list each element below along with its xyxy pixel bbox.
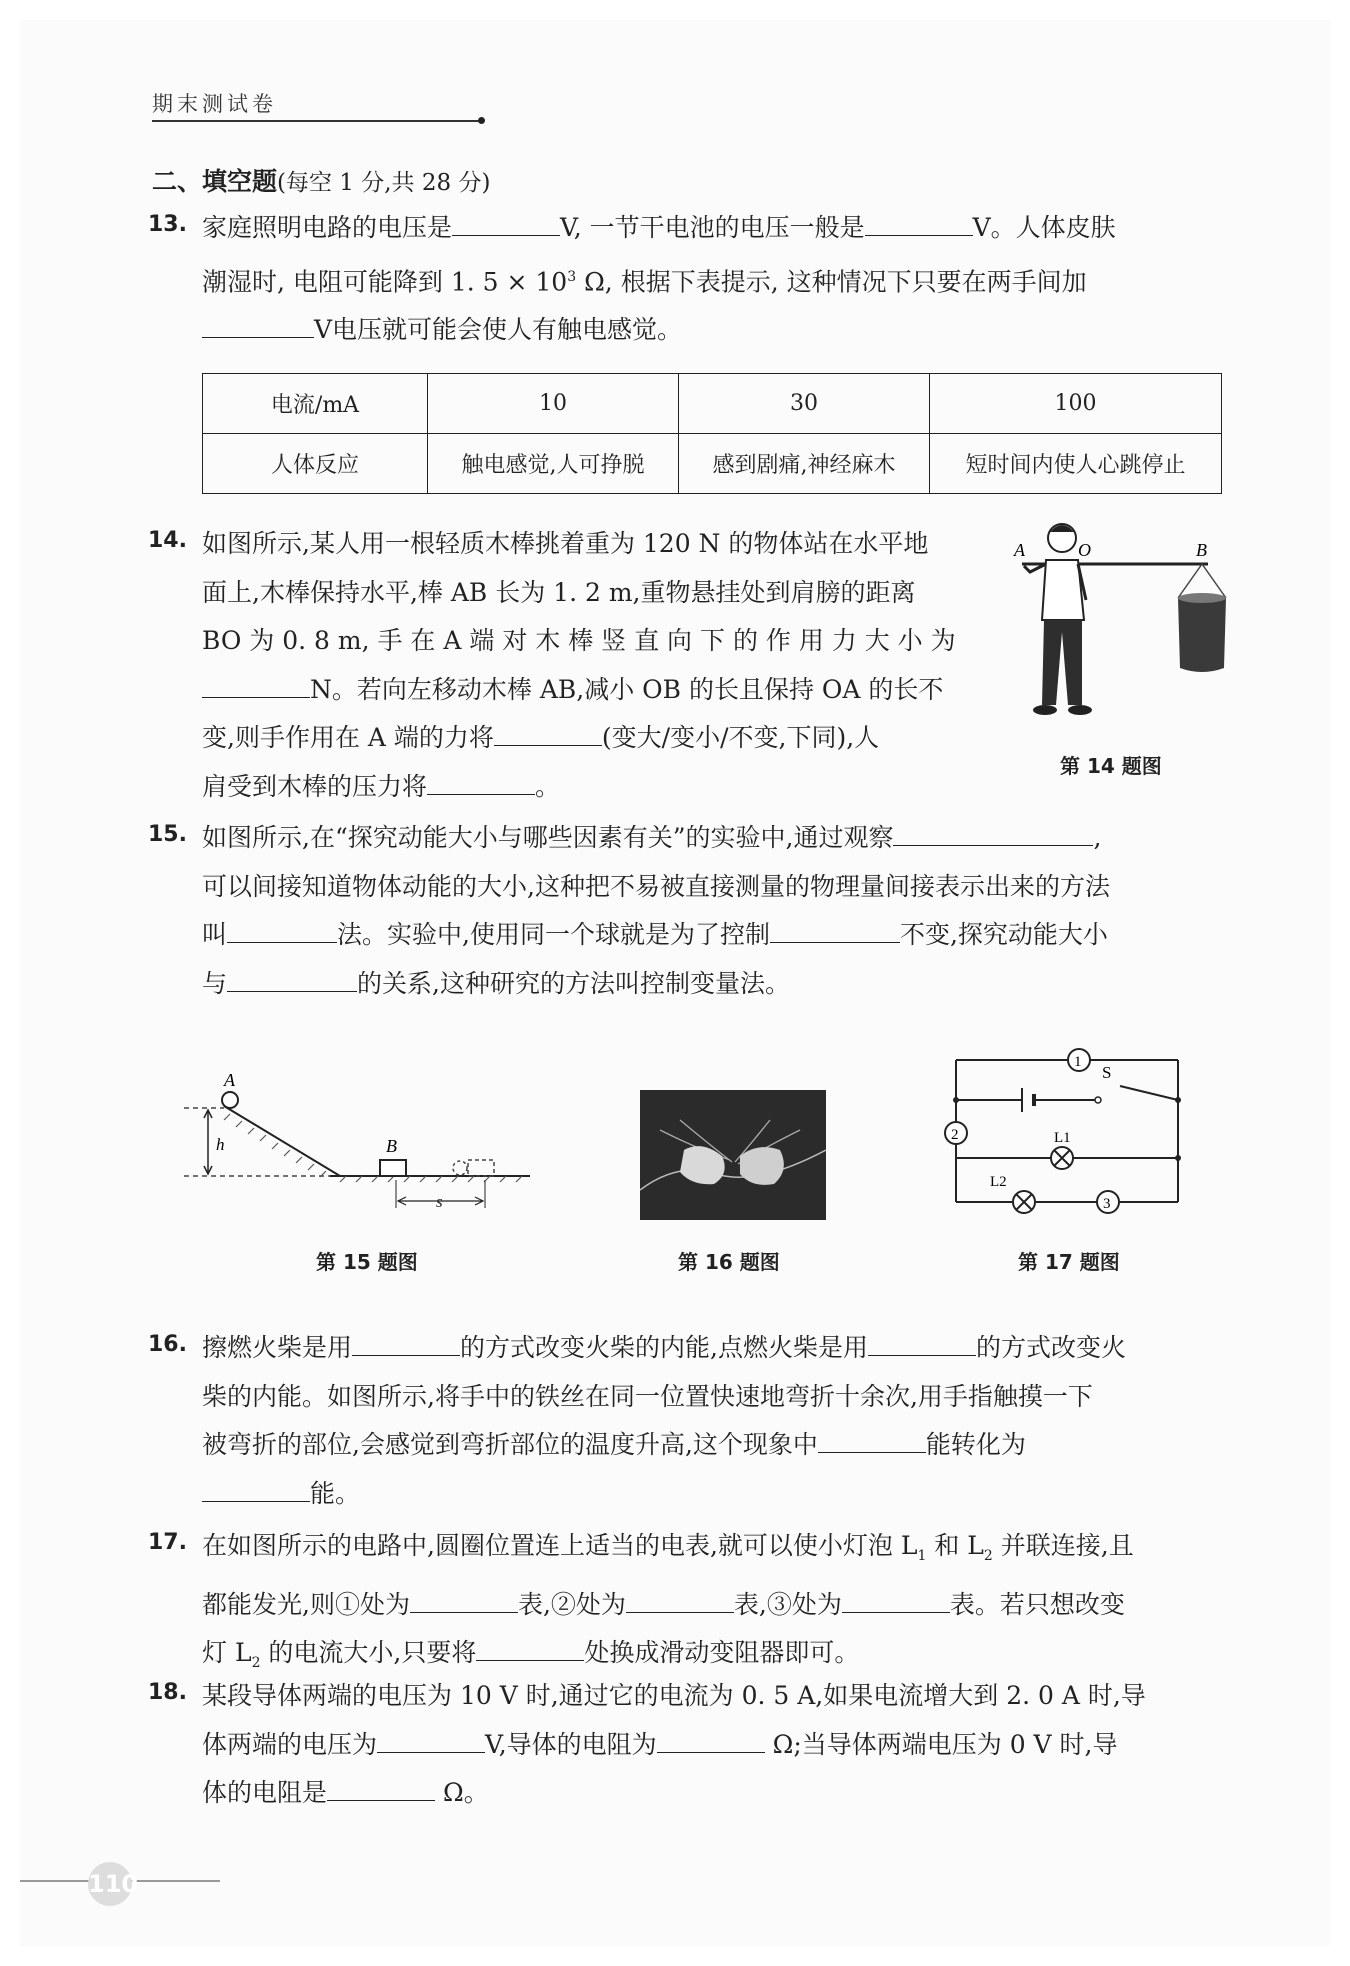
height-label: h <box>216 1135 225 1154</box>
junction <box>1175 1155 1181 1161</box>
point-b-label: B <box>1196 540 1207 560</box>
q14-line-5: 变,则手作用在 A 端的力将 (变大/变小/不变,下同),人 <box>202 723 880 752</box>
figure-14-caption: 第 14 题图 <box>1060 754 1162 778</box>
ball-a-label: A <box>224 1070 235 1090</box>
table-cell: 100 <box>930 374 1222 434</box>
switch-contact <box>1095 1097 1101 1103</box>
q18-line-1: 某段导体两端的电压为 10 V 时,通过它的电流为 0. 5 A,如果电流增大到 2. 0 A 时,导 <box>202 1681 1146 1710</box>
q16-line-1: 擦燃火柴是用 的方式改变火柴的内能,点燃火柴是用 的方式改变火 <box>202 1333 1126 1362</box>
figure-14-person-carrying-load <box>1008 520 1233 735</box>
q18-line-3: 体的电阻是 Ω。 <box>202 1778 489 1807</box>
block-b-label: B <box>386 1136 397 1156</box>
q13-line-3: V电压就可能会使人有触电感觉。 <box>202 306 1222 355</box>
q16-line-3: 被弯折的部位,会感觉到弯折部位的温度升高,这个现象中 能转化为 <box>202 1430 1026 1459</box>
q16-line-2: 柴的内能。如图所示,将手中的铁丝在同一位置快速地弯折十余次,用手指触摸一下 <box>202 1381 1093 1411</box>
right-hand <box>740 1147 784 1185</box>
section-title-text: 二、填空题 <box>152 167 278 196</box>
table-cell: 10 <box>428 374 679 434</box>
table-cell: 触电感觉,人可挣脱 <box>428 434 679 494</box>
shoe <box>1068 705 1092 715</box>
meter-2-label: 2 <box>951 1127 959 1143</box>
lamp-l1-label: L1 <box>1054 1130 1071 1146</box>
question-14 <box>202 520 982 811</box>
q14-line-3: BO 为 0. 8 m, 手 在 A 端 对 木 棒 竖 直 向 下 的 作 用 力 大 小 为 <box>202 626 956 655</box>
question-number-13: 13. <box>148 212 187 237</box>
meter-1-label: 1 <box>1074 1054 1082 1070</box>
current-reaction-table <box>202 373 1222 494</box>
page-number: 110 <box>88 1862 132 1906</box>
answer-blank[interactable] <box>476 1638 584 1661</box>
page-header: 期末测试卷 <box>152 92 277 116</box>
rope <box>1202 564 1226 598</box>
figure-17-circuit-diagram <box>930 1038 1190 1224</box>
question-15 <box>202 814 1222 1008</box>
photo-background <box>640 1090 826 1220</box>
q15-line-2: 可以间接知道物体动能的大小,这种把不易被直接测量的物理量间接表示出来的方法 <box>202 871 1110 901</box>
figure-16-bending-wire-photo <box>640 1090 826 1220</box>
q14-line-4: N。若向左移动木棒 AB,减小 OB 的长且保持 OA 的长不 <box>202 666 982 715</box>
shoe <box>1033 705 1057 715</box>
answer-blank[interactable] <box>227 969 357 992</box>
q15-line-4: 与 的关系,这种研究的方法叫控制变量法。 <box>202 968 790 998</box>
answer-blank[interactable] <box>865 213 973 236</box>
answer-blank[interactable] <box>377 1730 485 1753</box>
block-b <box>380 1160 406 1176</box>
table-row <box>203 374 1222 434</box>
q14-line-2: 面上,木棒保持水平,棒 AB 长为 1. 2 m,重物悬挂处到肩膀的距离 <box>202 577 916 607</box>
distance-label: s <box>436 1192 443 1211</box>
figure-16-caption: 第 16 题图 <box>678 1250 780 1274</box>
answer-blank[interactable] <box>202 675 310 698</box>
question-18 <box>202 1672 1222 1818</box>
answer-blank[interactable] <box>202 1479 310 1502</box>
rope <box>1178 564 1202 598</box>
question-number-17: 17. <box>148 1530 187 1555</box>
figure-15-ramp-experiment <box>180 1068 540 1228</box>
answer-blank[interactable] <box>893 823 1093 846</box>
table-row <box>203 434 1222 494</box>
q16-line-4: 能。 <box>202 1470 1222 1519</box>
question-number-18: 18. <box>148 1680 187 1705</box>
question-16 <box>202 1324 1222 1518</box>
answer-blank[interactable] <box>427 772 535 795</box>
table-header-cell: 电流/mA <box>203 374 428 434</box>
block-b-moved <box>468 1160 494 1176</box>
q17-line-3: 灯 $L_2$ 的电流大小,只要将 处换成滑动变阻器即可。 <box>202 1638 860 1671</box>
meter-3-label: 3 <box>1103 1196 1111 1212</box>
q15-line-1: 如图所示,在“探究动能大小与哪些因素有关”的实验中,通过观察 , <box>202 823 1102 852</box>
question-17 <box>202 1522 1222 1688</box>
junction <box>953 1097 959 1103</box>
table-header-cell: 人体反应 <box>203 434 428 494</box>
point-o-label: O <box>1078 540 1091 560</box>
ramp-hatching <box>224 1114 326 1177</box>
answer-blank[interactable] <box>327 1778 435 1801</box>
section-title <box>152 162 490 198</box>
answer-blank[interactable] <box>626 1590 734 1613</box>
header-dot <box>478 117 485 124</box>
question-number-15: 15. <box>148 822 187 847</box>
q17-line-1: 在如图所示的电路中,圆圈位置连上适当的电表,就可以使小灯泡 $L_1$ 和 $L_2$ 并联连接,且 <box>202 1531 1134 1564</box>
answer-blank[interactable] <box>842 1590 950 1613</box>
q18-line-2: 体两端的电压为 V,导体的电阻为 Ω;当导体两端电压为 0 V 时,导 <box>202 1729 1118 1759</box>
q17-line-2: 都能发光,则①处为 表,②处为 表,③处为 表。若只想改变 <box>202 1589 1125 1619</box>
lamp-l2-label: L2 <box>990 1174 1007 1190</box>
answer-blank[interactable] <box>410 1590 518 1613</box>
q15-line-3: 叫 法。实验中,使用同一个球就是为了控制 不变,探究动能大小 <box>202 920 1108 949</box>
answer-blank[interactable] <box>657 1730 765 1753</box>
ramp <box>224 1106 340 1176</box>
table-cell: 短时间内使人心跳停止 <box>930 434 1222 494</box>
section-note: (每空 1 分,共 28 分) <box>277 170 491 196</box>
question-13 <box>202 204 1222 355</box>
answer-blank[interactable] <box>494 723 602 746</box>
question-number-16: 16. <box>148 1332 187 1357</box>
answer-blank[interactable] <box>202 315 314 338</box>
junction <box>1175 1097 1181 1103</box>
q14-line-6: 肩受到木棒的压力将 。 <box>202 771 561 801</box>
figure-17-caption: 第 17 题图 <box>1018 1250 1120 1274</box>
answer-blank[interactable] <box>452 213 560 236</box>
answer-blank[interactable] <box>868 1333 976 1356</box>
answer-blank[interactable] <box>227 920 337 943</box>
trousers <box>1042 620 1082 705</box>
ball-moved <box>453 1161 467 1175</box>
q13-line-2: 潮湿时, 电阻可能降到 1. $5 \times 10^3$ Ω, 根据下表提示, 这种情况下只要在两手间加 <box>202 266 1087 296</box>
point-a-label: A <box>1014 540 1025 560</box>
q14-line-1: 如图所示,某人用一根轻质木棒挑着重为 120 N 的物体站在水平地 <box>202 529 929 558</box>
bucket-rim <box>1178 593 1226 603</box>
q13-line-1: 家庭照明电路的电压是 V, 一节干电池的电压一般是 V。人体皮肤 <box>202 213 1116 242</box>
answer-blank[interactable] <box>352 1333 460 1356</box>
switch-label: S <box>1102 1063 1112 1082</box>
header-rule <box>152 120 482 122</box>
bucket <box>1178 598 1226 672</box>
figure-15-caption: 第 15 题图 <box>316 1250 418 1274</box>
table-cell: 感到剧痛,神经麻木 <box>679 434 930 494</box>
answer-blank[interactable] <box>770 920 900 943</box>
question-number-14: 14. <box>148 528 187 553</box>
answer-blank[interactable] <box>818 1430 926 1453</box>
table-cell: 30 <box>679 374 930 434</box>
